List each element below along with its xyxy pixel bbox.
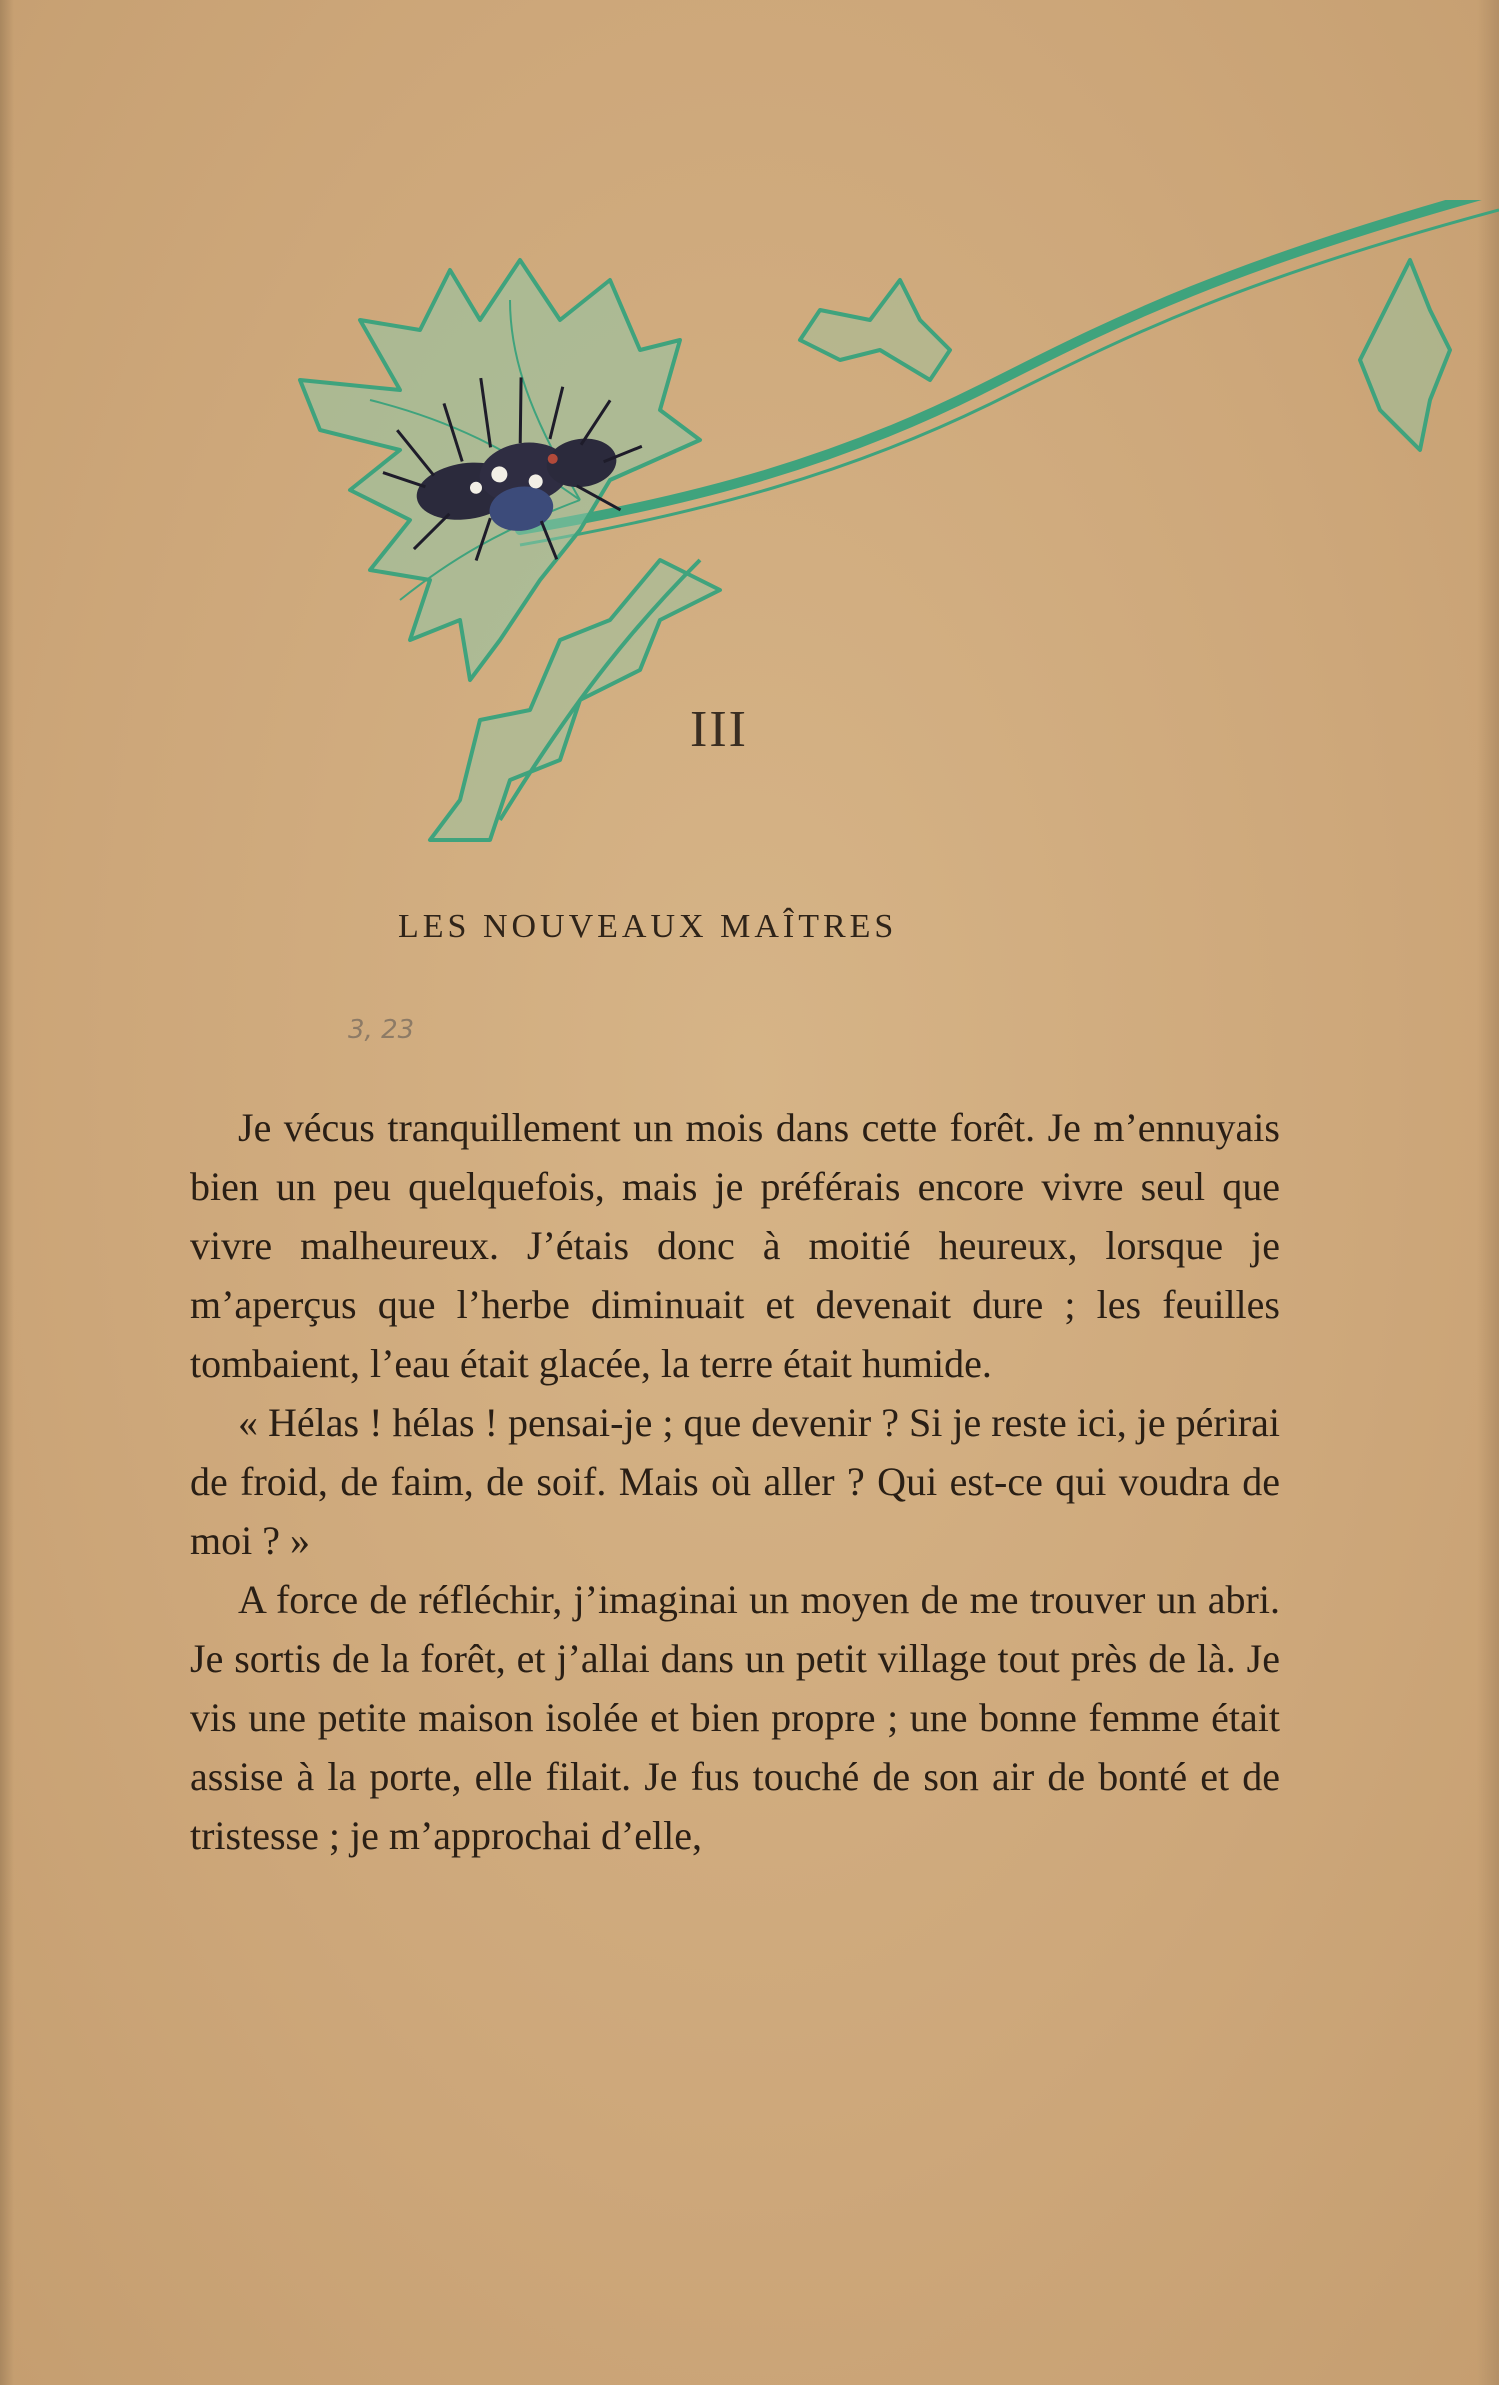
chapter-number: III [690,701,748,758]
right-leaf [1360,260,1450,450]
upper-leaf [800,280,950,380]
paragraph-2: « Hélas ! hélas ! pensai-je ; que devenir ? Si je reste ici, je périrai de froid, de faim, de soif. Mais où aller ? Qui est-ce qui voudra de moi ? » [190,1400,1280,1563]
pencil-annotation: 3, 23 [348,1015,415,1045]
paragraph-3: A force de réfléchir, j’imaginai un moyen de me trouver un abri. Je sortis de la forêt, et j’allai dans un petit village tout près de là. Je vis une petite maison isolée et bien propre ; une bonne femme était assise à la porte, elle filait. Je fus touché de son air de bonté et de tristesse ; je m’approchai d’elle, [190,1577,1280,1858]
paragraph-1: Je vécus tranquillement un mois dans cette forêt. Je m’ennuyais bien un peu quelquefois, mais je préférais encore vivre seul que vivre malheureux. J’étais donc à moitié heureux, lorsque je m’aperçus que l’herbe diminuait et devenait dure ; les feuilles tombaient, l’eau était glacée, la terre était humide. [190,1105,1280,1386]
caterpillar-leaf-illustration [280,200,1499,900]
chapter-title: LES NOUVEAUX MAÎTRES [398,908,898,945]
page-left-edge [0,0,14,2385]
body-text [190,1098,1280,1865]
